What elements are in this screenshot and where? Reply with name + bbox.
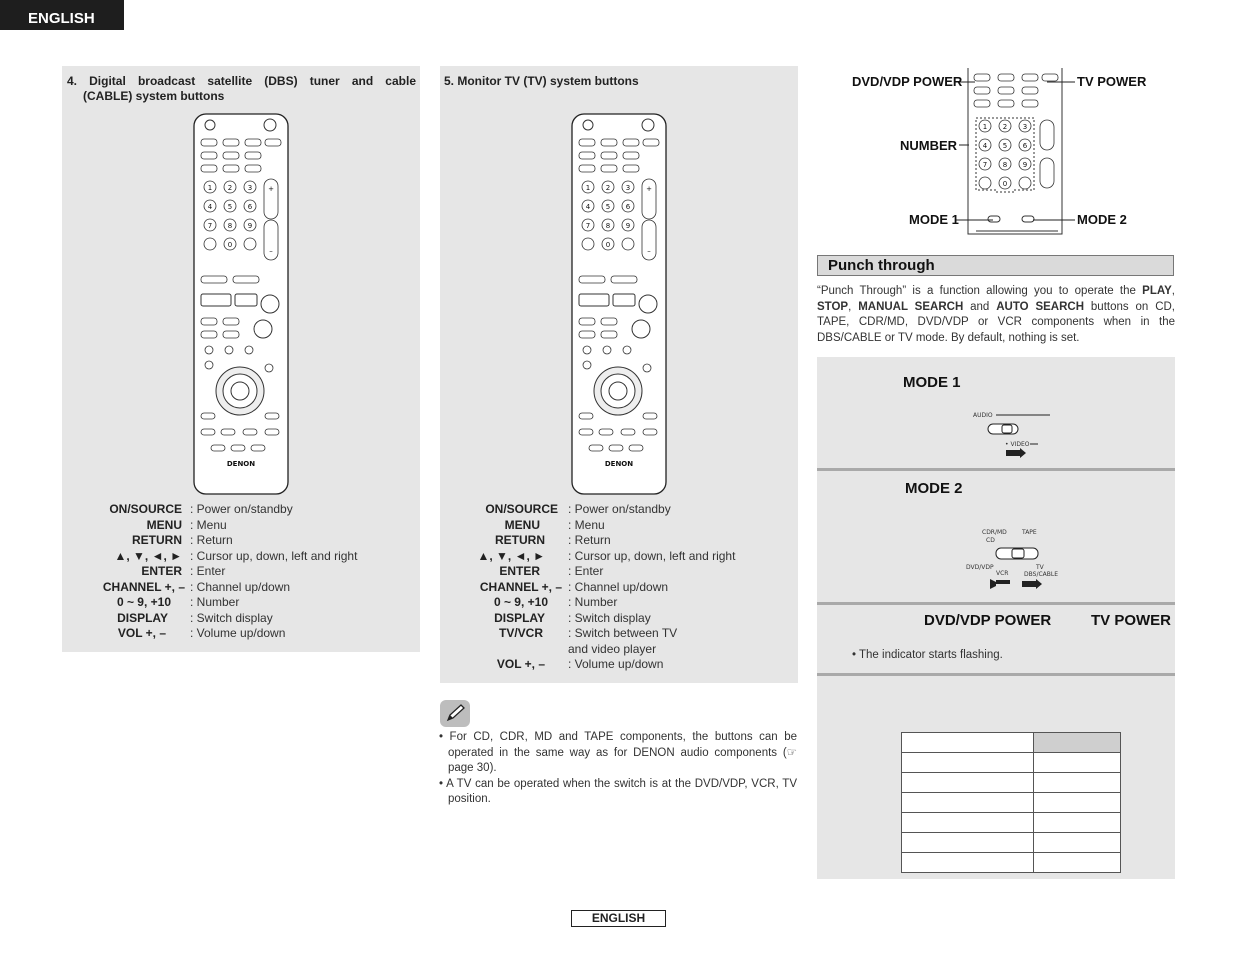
svg-text:5: 5 [605,203,611,211]
svg-text:6: 6 [625,203,631,211]
key-label: 0 ~ 9, +10 [493,595,548,609]
svg-text:7: 7 [982,161,988,169]
table-cell [902,853,1034,873]
svg-text:8: 8 [227,222,233,230]
key-label: TV/VCR [498,626,543,640]
auto-search-keyword: AUTO SEARCH [996,300,1085,313]
key-label: ON/SOURCE [485,502,558,516]
svg-text:3: 3 [1022,123,1028,131]
svg-text:6: 6 [247,203,253,211]
intro-text: “Punch Through” is a function allowing you to operate the [817,285,1143,297]
value-text: : Return [568,533,611,547]
key-label: ENTER [499,564,540,578]
pencil-note-icon [440,700,470,727]
svg-text:–: – [269,247,273,255]
svg-text:1: 1 [982,123,988,131]
key-label: DISPLAY [117,610,168,625]
key-label: ON/SOURCE [109,502,182,516]
value-text: : Enter [190,564,226,578]
value-text: : Enter [568,564,604,578]
key-label: RETURN [132,533,182,547]
table-row [902,813,1121,833]
tape-label: TAPE [1022,529,1037,536]
section5-button-list [440,502,800,673]
section5-title: 5. Monitor TV (TV) system buttons [444,74,639,88]
value-text: : Volume up/down [190,626,286,640]
value-text: : Volume up/down [568,657,664,671]
punch-through-heading-bar [817,255,1174,276]
value-text: and video player [568,641,657,656]
table-cell [1034,853,1121,873]
section4-button-list [62,502,422,642]
key-label: ENTER [141,564,182,578]
svg-text:9: 9 [625,222,631,230]
table-row [902,833,1121,853]
table-cell [1034,813,1121,833]
intro-text: , [848,300,859,313]
table-cell [902,753,1034,773]
table-cell [1034,833,1121,853]
table-cell [1034,773,1121,793]
svg-text:4: 4 [982,142,988,150]
svg-text:4: 4 [585,203,591,211]
step3-dvd-power-label: DVD/VDP POWER [924,612,1052,629]
remote-control-illustration [571,113,667,495]
value-text: : Power on/standby [568,502,671,516]
callout-tv-power: TV POWER [1077,74,1147,89]
table-cell [1034,753,1121,773]
step3-tv-power-label: TV POWER [1091,612,1172,629]
table-cell [902,833,1034,853]
svg-text:4: 4 [207,203,213,211]
remote-brand-logo: DENON [604,460,634,468]
pointing-hand-icon: ☞ [786,746,797,759]
punch-through-heading: Punch through [828,257,935,274]
table-cell [902,733,1034,753]
svg-text:0: 0 [227,241,233,249]
value-text: : Switch between TV [568,626,678,640]
mode2-switch-diagram [962,524,1062,592]
svg-text:3: 3 [247,184,253,192]
note-item [439,730,797,777]
key-label: ▲, ▼, ◄, ► [477,548,545,563]
value-text: : Switch display [568,610,651,625]
value-text: : Menu [190,517,227,532]
step-mode2-label: MODE 2 [905,480,963,497]
step3-note: • The indicator starts flashing. [852,649,1003,661]
language-tab: ENGLISH [0,0,124,30]
svg-text:1: 1 [585,184,591,192]
table-cell [1034,793,1121,813]
mode1-switch-diagram [968,408,1058,460]
svg-text:9: 9 [247,222,253,230]
value-text: : Cursor up, down, left and right [190,548,358,563]
table-cell [1034,733,1121,753]
value-text: : Return [190,533,233,547]
intro-text: , [1171,285,1175,297]
key-label: CHANNEL +, – [479,579,562,594]
table-cell [902,773,1034,793]
svg-text:7: 7 [207,222,213,230]
value-text: : Channel up/down [190,579,291,594]
table-row [902,733,1121,753]
value-text: : Switch display [190,610,273,625]
key-label: VOL +, – [117,626,166,640]
svg-text:–: – [647,247,651,255]
tv-label: TV [1036,564,1044,571]
svg-text:2: 2 [605,184,611,192]
svg-text:3: 3 [625,184,631,192]
key-label: DISPLAY [494,610,545,625]
table-row [902,753,1121,773]
callout-dvd-vdp-power: DVD/VDP POWER [852,74,963,89]
svg-text:0: 0 [1002,180,1008,188]
cdr-md-label: CDR/MD [982,529,1007,536]
value-text: : Cursor up, down, left and right [568,548,736,563]
table-row [902,853,1121,873]
table-row [902,773,1121,793]
dbs-cable-label: DBS/CABLE [1024,571,1059,578]
note-text: page 30). [448,762,497,775]
audio-label: AUDIO [973,412,993,419]
svg-text:5: 5 [227,203,233,211]
svg-text:8: 8 [1002,161,1008,169]
dvd-vdp-label: DVD/VDP [966,564,994,571]
key-label: VOL +, – [496,657,545,671]
value-text: : Power on/standby [190,502,293,516]
step-mode1-label: MODE 1 [903,374,961,391]
table-row [902,793,1121,813]
stop-keyword: STOP [817,300,849,313]
section4-title-line2: (CABLE) system buttons [83,89,225,103]
key-label: CHANNEL +, – [102,579,185,594]
table-cell [902,813,1034,833]
value-text: : Menu [568,517,605,532]
note-text: • For CD, CDR, MD and TAPE components, the buttons can be operated in the same way as for DENON audio components ( [439,731,797,759]
cd-label: CD [986,537,995,544]
svg-text:7: 7 [585,222,591,230]
intro-text: buttons on CD, TAPE, CDR/MD, DVD/VDP or VCR components when in the DBS/CABLE or TV mode. By default, nothing is set. [817,300,1175,344]
key-label: RETURN [495,533,545,547]
callout-number: NUMBER [900,138,958,153]
svg-text:0: 0 [605,241,611,249]
callout-mode2: MODE 2 [1077,212,1127,227]
key-label: ▲, ▼, ◄, ► [114,548,182,563]
section4-title-line1: 4. Digital broadcast satellite (DBS) tuner and cable [67,74,416,88]
callout-mode1: MODE 1 [909,212,959,227]
note-item: • A TV can be operated when the switch is at the DVD/VDP, VCR, TV position. [439,777,797,806]
remote-brand-logo: DENON [226,460,256,468]
table-cell [902,793,1034,813]
footer-page-label: ENGLISH [571,910,666,927]
svg-text:5: 5 [1002,142,1008,150]
key-label: MENU [504,517,540,532]
value-text: : Number [568,595,618,609]
intro-text: and [963,300,997,313]
svg-text:+: + [268,185,274,193]
key-label: MENU [146,517,182,532]
punch-through-intro [817,284,1175,346]
play-keyword: PLAY [1142,285,1172,297]
svg-text:9: 9 [1022,161,1028,169]
svg-text:2: 2 [1002,123,1008,131]
svg-text:2: 2 [227,184,233,192]
svg-text:6: 6 [1022,142,1028,150]
setting-table [901,732,1121,873]
key-label: 0 ~ 9, +10 [116,595,171,609]
value-text: : Number [190,595,240,609]
video-label: • VIDEO [1005,441,1030,448]
manual-search-keyword: MANUAL SEARCH [858,300,964,313]
notes-list [439,730,797,808]
section4-title [67,74,416,104]
svg-text:8: 8 [605,222,611,230]
callout-leader-lines [955,70,1080,230]
svg-text:1: 1 [207,184,213,192]
value-text: : Channel up/down [568,579,669,594]
remote-control-illustration [193,113,289,495]
vcr-label: VCR [996,570,1009,577]
svg-text:+: + [646,185,652,193]
